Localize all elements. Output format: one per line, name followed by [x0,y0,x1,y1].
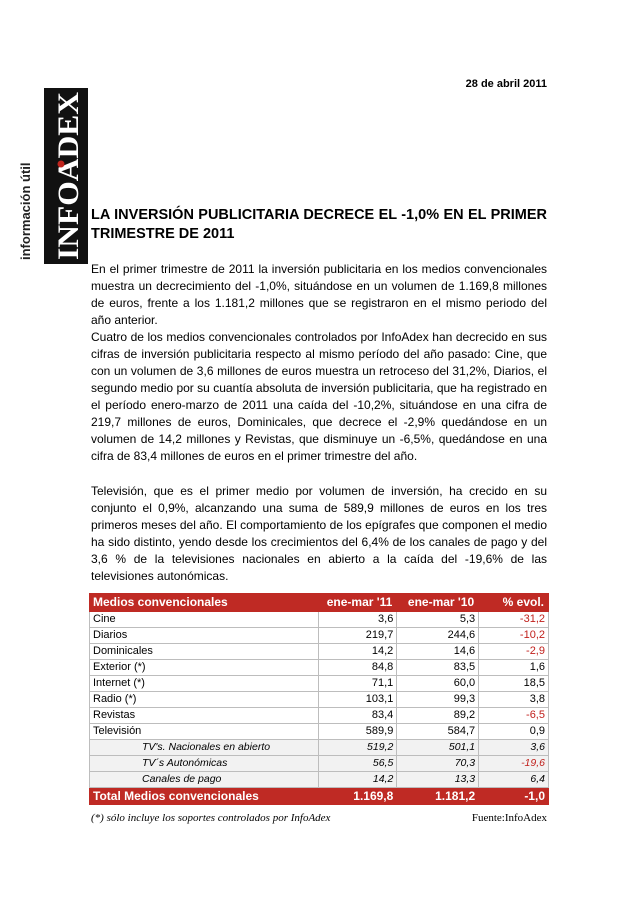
logo-tagline-text: información útil [18,162,33,260]
table-row [90,676,549,692]
row-label: Televisión [90,724,319,740]
row-label: Diarios [90,628,319,644]
logo-red-dot-icon [58,161,65,168]
table-subrow [90,740,549,756]
table-subrow [90,756,549,772]
cell-2011: 219,7 [319,628,397,644]
subrow-label: Canales de pago [90,772,319,788]
cell-2011: 71,1 [319,676,397,692]
document-date: 28 de abril 2011 [465,78,547,90]
table-row [90,628,549,644]
cell-2010: 83,5 [397,660,479,676]
cell-evolution: -19,6 [479,756,549,772]
paragraph-3: Televisión, que es el primer medio por volumen de inversión, ha crecido en su conjunto el 0,9%, alcanzando una suma de 589,9 millones de euros en los tres primeros meses del año. El comportamiento de los epígrafes que componen el medio ha sido distinto, yendo desde los crecimientos del 6,4% de los canales de pago y del 3,6 % de la televisiones nacionales en abierto a la caída del -19,6% de las televisiones autonómicas. [91,484,547,583]
row-label: Dominicales [90,644,319,660]
column-header-medium: Medios convencionales [90,594,319,612]
cell-2010: 70,3 [397,756,479,772]
media-investment-table [89,593,549,805]
logo-tagline [14,88,36,264]
cell-2011: 3,6 [319,612,397,628]
cell-2010: 501,1 [397,740,479,756]
row-label: Cine [90,612,319,628]
cell-2011: 56,5 [319,756,397,772]
table-header-row [90,594,549,612]
cell-2010: 99,3 [397,692,479,708]
cell-2011: 103,1 [319,692,397,708]
total-2010: 1.181,2 [397,788,479,805]
cell-2010: 89,2 [397,708,479,724]
subrow-label: TV´s Autonómicas [90,756,319,772]
row-label: Internet (*) [90,676,319,692]
cell-evolution: -2,9 [479,644,549,660]
column-header-2011: ene-mar '11 [319,594,397,612]
cell-2010: 14,6 [397,644,479,660]
table-row [90,644,549,660]
total-evolution: -1,0 [479,788,549,805]
paragraph-2: Cuatro de los medios convencionales controlados por InfoAdex han decrecido en sus cifras de inversión publicitaria respecto al mismo período del año pasado: Cine, que con un volumen de 3,6 millones de euros muestra un retroceso del 31,2%, Diarios, el segundo medio por su cuantía absoluta de inversión publicitaria, que ha registrado en el período enero-marzo de 2011 una caída del -10,2%, situándose en una cifra de 219,7 millones de euros, Dominicales, que decrece el -2,9% quedándose en un volumen de 14,2 millones y Revistas, que disminuye un -6,5%, quedándose en una cifra de 83,4 millones de euros en el primer trimestre del año. [91,330,547,463]
cell-evolution: 0,9 [479,724,549,740]
footnote-note: (*) sólo incluye los soportes controlados por InfoAdex [91,812,331,824]
cell-2011: 83,4 [319,708,397,724]
table-row [90,708,549,724]
infoadex-logo [14,88,85,264]
cell-evolution: 1,6 [479,660,549,676]
table-footnote [91,812,547,824]
cell-2010: 244,6 [397,628,479,644]
table-subrow [90,772,549,788]
cell-2011: 589,9 [319,724,397,740]
cell-2010: 60,0 [397,676,479,692]
cell-evolution: -6,5 [479,708,549,724]
document-title: LA INVERSIÓN PUBLICITARIA DECRECE EL -1,0% EN EL PRIMER TRIMESTRE DE 2011 [91,207,547,242]
logo-brand-text: INFOADEX [52,99,85,260]
table-total-row [90,788,549,805]
cell-2010: 5,3 [397,612,479,628]
footnote-source: Fuente:InfoAdex [471,812,547,824]
paragraph-1: En el primer trimestre de 2011 la inversión publicitaria en los medios convencionales muestra un decrecimiento del -1,0%, situándose en un volumen de 1.169,8 millones de euros, frente a los 1.181,2 millones que se registraron en el mismo periodo del año anterior. [91,262,547,327]
row-label: Revistas [90,708,319,724]
table-row [90,692,549,708]
cell-2011: 84,8 [319,660,397,676]
table-row [90,612,549,628]
row-label: Radio (*) [90,692,319,708]
total-2011: 1.169,8 [319,788,397,805]
total-label: Total Medios convencionales [90,788,319,805]
table-row [90,660,549,676]
table-row [90,724,549,740]
logo-brand [44,88,88,264]
subrow-label: TV's. Nacionales en abierto [90,740,319,756]
cell-2011: 519,2 [319,740,397,756]
cell-2010: 13,3 [397,772,479,788]
column-header-2010: ene-mar '10 [397,594,479,612]
cell-evolution: -31,2 [479,612,549,628]
cell-evolution: 18,5 [479,676,549,692]
row-label: Exterior (*) [90,660,319,676]
cell-2011: 14,2 [319,644,397,660]
column-header-evolution: % evol. [479,594,549,612]
cell-evolution: 3,6 [479,740,549,756]
cell-evolution: -10,2 [479,628,549,644]
cell-2010: 584,7 [397,724,479,740]
cell-2011: 14,2 [319,772,397,788]
cell-evolution: 6,4 [479,772,549,788]
cell-evolution: 3,8 [479,692,549,708]
